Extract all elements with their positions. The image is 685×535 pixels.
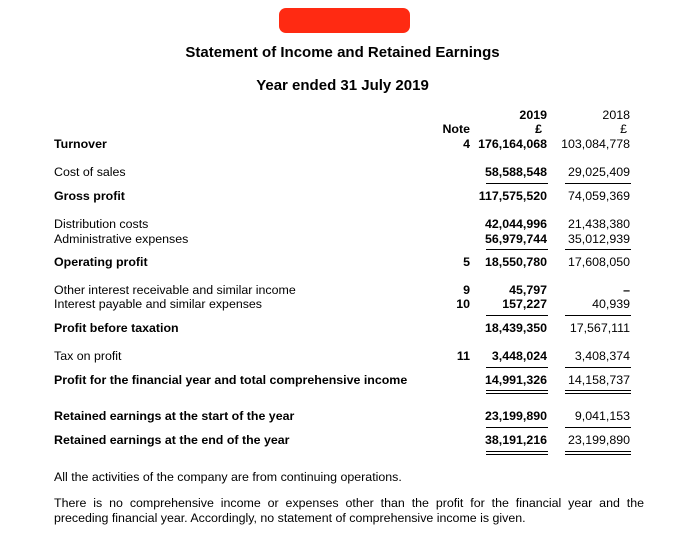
row-2019-distribution-costs: 42,044,996 <box>484 217 547 231</box>
row-2018-profit-before-taxation: 17,567,111 <box>569 321 630 335</box>
row-label-distribution-costs: Distribution costs <box>54 217 149 231</box>
subtotal-rule <box>486 183 548 184</box>
statement-title: Statement of Income and Retained Earnings <box>185 44 500 61</box>
row-note-tax-on-profit: 11 <box>456 349 470 363</box>
row-2019-administrative-expenses: 56,979,744 <box>484 232 547 246</box>
row-label-cost-of-sales: Cost of sales <box>54 165 126 179</box>
row-2018-retained-earnings-end: 23,199,890 <box>567 433 630 447</box>
row-label-operating-profit: Operating profit <box>54 255 148 269</box>
row-2019-tax-on-profit: 3,448,024 <box>491 349 547 363</box>
footnote-continuing-operations: All the activities of the company are from continuing operations. <box>54 470 402 484</box>
total-rule <box>565 393 631 394</box>
row-label-interest-payable: Interest payable and similar expenses <box>54 297 263 311</box>
row-2018-interest-payable: 40,939 <box>592 297 630 311</box>
row-2018-turnover: 103,084,778 <box>561 137 630 151</box>
row-label-retained-earnings-start: Retained earnings at the start of the year <box>54 409 295 423</box>
row-2019-interest-payable: 157,227 <box>502 297 547 311</box>
row-2019-gross-profit: 117,575,520 <box>478 189 547 203</box>
row-2018-retained-earnings-start: 9,041,153 <box>574 409 630 423</box>
row-label-tax-on-profit: Tax on profit <box>54 349 122 363</box>
row-label-interest-receivable: Other interest receivable and similar income <box>54 283 296 297</box>
column-header-2018: 2018 <box>602 108 630 122</box>
row-2018-distribution-costs: 21,438,380 <box>567 217 630 231</box>
row-label-retained-earnings-end: Retained earnings at the end of the year <box>54 433 290 447</box>
row-2018-cost-of-sales: 29,025,409 <box>567 165 630 179</box>
currency-2018: £ <box>620 122 627 136</box>
column-header-note: Note <box>442 122 470 136</box>
row-note-interest-payable: 10 <box>456 297 470 311</box>
row-2018-tax-on-profit: 3,408,374 <box>574 349 630 363</box>
row-2019-operating-profit: 18,550,780 <box>484 255 547 269</box>
row-2019-retained-earnings-start: 23,199,890 <box>484 409 547 423</box>
row-2018-gross-profit: 74,059,369 <box>567 189 630 203</box>
subtotal-rule <box>565 183 631 184</box>
row-note-turnover: 4 <box>463 137 470 151</box>
statement-period: Year ended 31 July 2019 <box>256 77 429 94</box>
subtotal-rule <box>486 427 548 428</box>
row-2019-cost-of-sales: 58,588,548 <box>484 165 547 179</box>
subtotal-rule <box>565 249 631 250</box>
row-label-profit-for-year: Profit for the financial year and total comprehensive income <box>54 373 408 387</box>
subtotal-rule <box>565 427 631 428</box>
row-2019-profit-before-taxation: 18,439,350 <box>484 321 547 335</box>
row-2019-turnover: 176,164,068 <box>478 137 547 151</box>
subtotal-rule <box>486 367 548 368</box>
subtotal-rule <box>565 367 631 368</box>
row-label-turnover: Turnover <box>54 137 107 151</box>
row-2018-interest-receivable: – <box>623 283 630 297</box>
row-2018-profit-for-year: 14,158,737 <box>567 373 630 387</box>
row-note-interest-receivable: 9 <box>463 283 470 297</box>
subtotal-rule <box>486 249 548 250</box>
subtotal-rule <box>486 315 548 316</box>
row-label-profit-before-taxation: Profit before taxation <box>54 321 179 335</box>
row-2019-profit-for-year: 14,991,326 <box>484 373 547 387</box>
column-header-2019: 2019 <box>519 108 547 122</box>
row-2018-operating-profit: 17,608,050 <box>567 255 630 269</box>
total-rule <box>565 454 631 455</box>
row-2019-retained-earnings-end: 38,191,216 <box>484 433 547 447</box>
redaction-block <box>279 8 410 33</box>
row-label-administrative-expenses: Administrative expenses <box>54 232 189 246</box>
currency-2019: £ <box>535 122 542 136</box>
row-note-operating-profit: 5 <box>463 255 470 269</box>
total-rule <box>486 393 548 394</box>
total-rule <box>486 390 548 391</box>
total-rule <box>486 451 548 452</box>
row-2019-interest-receivable: 45,797 <box>509 283 547 297</box>
row-2018-administrative-expenses: 35,012,939 <box>567 232 630 246</box>
total-rule <box>565 390 631 391</box>
total-rule <box>486 454 548 455</box>
row-label-gross-profit: Gross profit <box>54 189 125 203</box>
total-rule <box>565 451 631 452</box>
subtotal-rule <box>565 315 631 316</box>
footnote-comprehensive-income: There is no comprehensive income or expenses other than the profit for the financial year and the preceding financial year. Accordingly, no statement of comprehensive income is given. <box>54 496 644 525</box>
